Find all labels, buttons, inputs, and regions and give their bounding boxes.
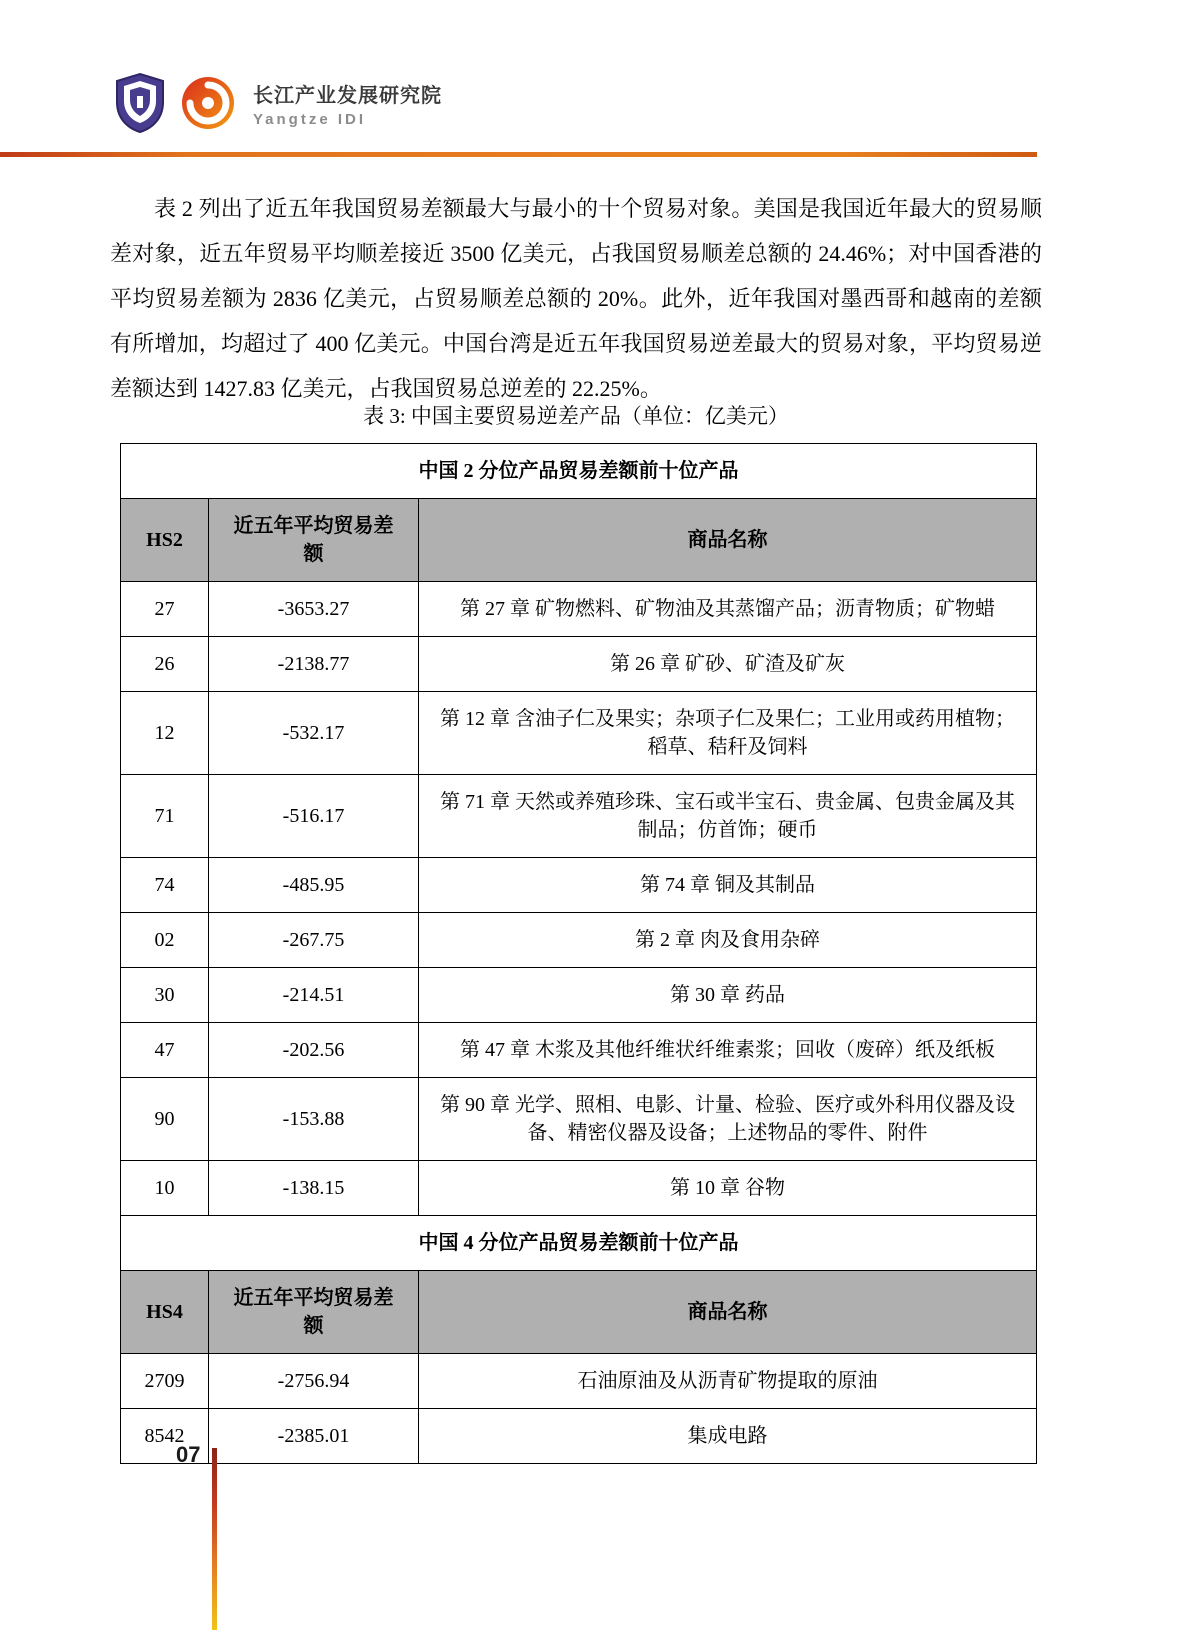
avg-balance-cell: -516.17 — [209, 775, 419, 858]
avg-balance-cell: -2756.94 — [209, 1354, 419, 1409]
column-header-avg-balance: 近五年平均贸易差额 — [209, 1271, 419, 1354]
page-header — [113, 72, 442, 134]
hs-code-cell: 10 — [121, 1161, 209, 1216]
column-header-hs4: HS4 — [121, 1271, 209, 1354]
org-name-en: Yangtze IDI — [253, 110, 367, 128]
page-number: 07 — [176, 1442, 201, 1467]
university-shield-logo-icon — [113, 72, 167, 134]
table-row — [121, 637, 1037, 692]
yangtze-idi-logo-icon — [179, 74, 237, 132]
table-row — [121, 1023, 1037, 1078]
table-section2-head — [121, 1216, 1037, 1354]
section1-title-row — [121, 444, 1037, 499]
section1-header-row — [121, 499, 1037, 582]
table-section2-rows — [121, 1354, 1037, 1464]
footer-accent-line — [212, 1448, 217, 1630]
column-header-product-name: 商品名称 — [419, 499, 1037, 582]
table-row — [121, 1078, 1037, 1161]
table-row — [121, 1409, 1037, 1464]
avg-balance-cell: -2385.01 — [209, 1409, 419, 1464]
table-section1-rows — [121, 582, 1037, 1216]
column-header-hs2: HS2 — [121, 499, 209, 582]
table-row — [121, 775, 1037, 858]
table-row — [121, 582, 1037, 637]
table-row — [121, 1354, 1037, 1409]
header-divider — [0, 152, 1037, 157]
table-row — [121, 1161, 1037, 1216]
hs-code-cell: 2709 — [121, 1354, 209, 1409]
table-section1-head — [121, 444, 1037, 582]
product-name-cell: 第 12 章 含油子仁及果实；杂项子仁及果仁；工业用或药用植物；稻草、秸秆及饲料 — [419, 692, 1037, 775]
trade-deficit-table — [120, 443, 1037, 1464]
hs-code-cell: 26 — [121, 637, 209, 692]
hs-code-cell: 71 — [121, 775, 209, 858]
column-header-product-name: 商品名称 — [419, 1271, 1037, 1354]
table-row — [121, 913, 1037, 968]
hs-code-cell: 02 — [121, 913, 209, 968]
product-name-cell: 第 10 章 谷物 — [419, 1161, 1037, 1216]
avg-balance-cell: -138.15 — [209, 1161, 419, 1216]
hs-code-cell: 30 — [121, 968, 209, 1023]
product-name-cell: 第 30 章 药品 — [419, 968, 1037, 1023]
section2-title: 中国 4 分位产品贸易差额前十位产品 — [121, 1216, 1037, 1271]
product-name-cell: 集成电路 — [419, 1409, 1037, 1464]
avg-balance-cell: -532.17 — [209, 692, 419, 775]
avg-balance-cell: -2138.77 — [209, 637, 419, 692]
table-row — [121, 692, 1037, 775]
avg-balance-cell: -485.95 — [209, 858, 419, 913]
hs-code-cell: 12 — [121, 692, 209, 775]
product-name-cell: 石油原油及从沥青矿物提取的原油 — [419, 1354, 1037, 1409]
product-name-cell: 第 47 章 木浆及其他纤维状纤维素浆；回收（废碎）纸及纸板 — [419, 1023, 1037, 1078]
section2-title-row — [121, 1216, 1037, 1271]
avg-balance-cell: -153.88 — [209, 1078, 419, 1161]
section2-header-row — [121, 1271, 1037, 1354]
hs-code-cell: 27 — [121, 582, 209, 637]
product-name-cell: 第 71 章 天然或养殖珍珠、宝石或半宝石、贵金属、包贵金属及其制品；仿首饰；硬币 — [419, 775, 1037, 858]
hs-code-cell: 74 — [121, 858, 209, 913]
org-name-cn: 长江产业发展研究院 — [253, 84, 442, 107]
product-name-cell: 第 74 章 铜及其制品 — [419, 858, 1037, 913]
product-name-cell: 第 27 章 矿物燃料、矿物油及其蒸馏产品；沥青物质；矿物蜡 — [419, 582, 1037, 637]
product-name-cell: 第 2 章 肉及食用杂碎 — [419, 913, 1037, 968]
hs-code-cell: 47 — [121, 1023, 209, 1078]
org-name-block — [253, 79, 442, 128]
avg-balance-cell: -267.75 — [209, 913, 419, 968]
hs-code-cell: 90 — [121, 1078, 209, 1161]
avg-balance-cell: -3653.27 — [209, 582, 419, 637]
section1-title: 中国 2 分位产品贸易差额前十位产品 — [121, 444, 1037, 499]
product-name-cell: 第 90 章 光学、照相、电影、计量、检验、医疗或外科用仪器及设备、精密仪器及设备；上述物品的零件、附件 — [419, 1078, 1037, 1161]
body-paragraph: 表 2 列出了近五年我国贸易差额最大与最小的十个贸易对象。美国是我国近年最大的贸易顺差对象，近五年贸易平均顺差接近 3500 亿美元，占我国贸易顺差总额的 24.46%；对中国香港的平均贸易差额为 2836 亿美元，占贸易顺差总额的 20%。此外，近年我国对墨西哥和越南的差额有所增加，均超过了 400 亿美元。中国台湾是近五年我国贸易逆差最大的贸易对象，平均贸易逆差额达到 1427.83 亿美元，占我国贸易总逆差的 22.25%。 — [110, 196, 1042, 401]
table-row — [121, 858, 1037, 913]
table-row — [121, 968, 1037, 1023]
table-caption: 表 3: 中国主要贸易逆差产品（单位：亿美元） — [363, 404, 789, 428]
column-header-avg-balance: 近五年平均贸易差额 — [209, 499, 419, 582]
avg-balance-cell: -202.56 — [209, 1023, 419, 1078]
avg-balance-cell: -214.51 — [209, 968, 419, 1023]
hs-code-cell: 8542 — [121, 1409, 209, 1464]
product-name-cell: 第 26 章 矿砂、矿渣及矿灰 — [419, 637, 1037, 692]
